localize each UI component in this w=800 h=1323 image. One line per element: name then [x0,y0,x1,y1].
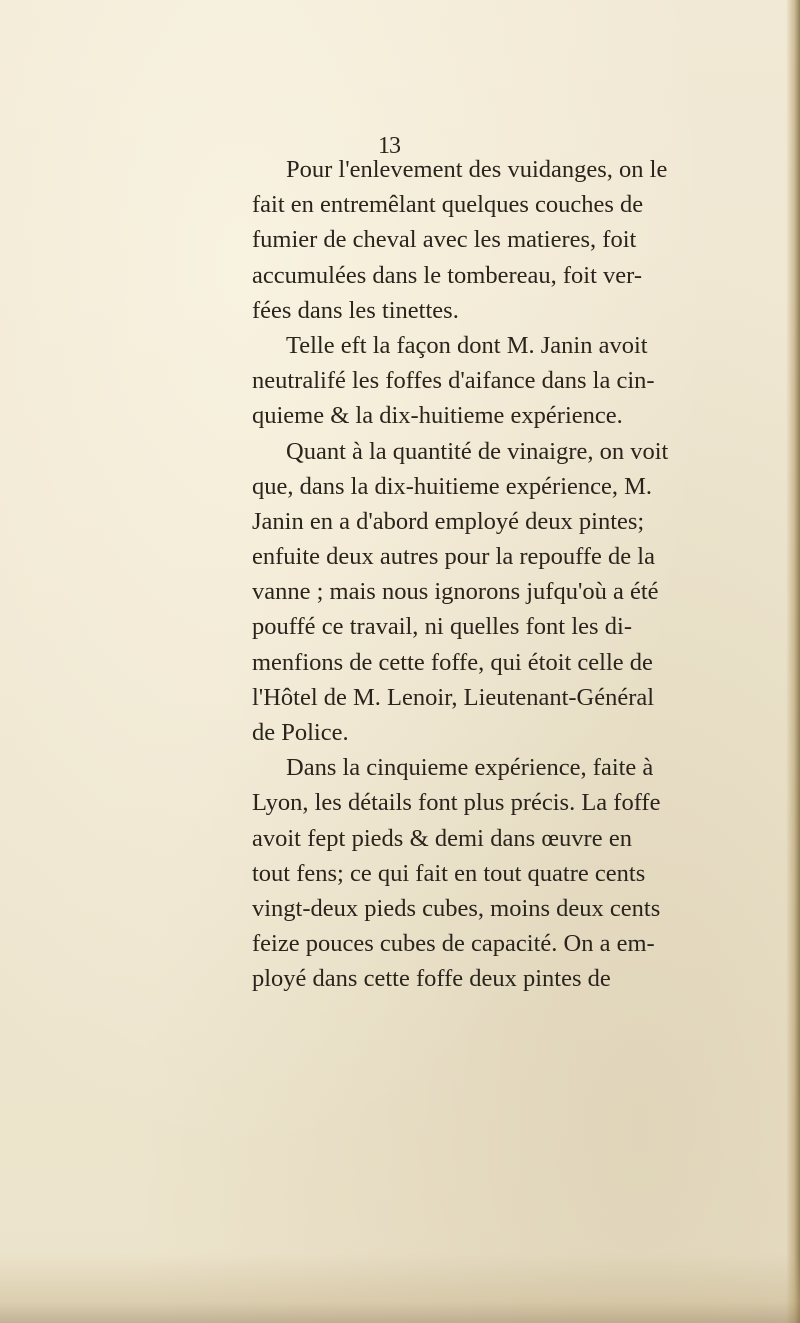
text-line: tout fens; ce qui fait en tout quatre cents [252,859,646,887]
text-line: l'Hôtel de M. Lenoir, Lieutenant-Général [252,683,655,711]
body-text [252,152,669,997]
text-line: de Police. [252,719,349,746]
text-line: enfuite deux autres pour la repouffe de la [252,543,655,571]
page-edge-shadow [786,0,800,1323]
text-line: vingt-deux pieds cubes, moins deux cents [252,894,661,922]
text-line: que, dans la dix-huitieme expérience, M. [252,472,653,500]
text-line: neutralifé les foffes d'aifance dans la cin- [252,367,655,395]
text-line: Dans la cinquieme expérience, faite à [286,754,654,782]
text-line: menfions de cette foffe, qui étoit celle de [252,648,653,676]
text-line: fumier de cheval avec les matieres, foit [252,226,637,254]
text-line: Janin en a d'abord employé deux pintes; [252,507,645,535]
text-line: fait en entremêlant quelques couches de [252,191,644,219]
text-line: feize pouces cubes de capacité. On a em- [252,930,655,958]
text-line: fées dans les tinettes. [252,296,459,324]
text-line: avoit fept pieds & demi dans œuvre en [252,824,632,852]
text-line: Pour l'enlevement des vuidanges, on le [286,156,668,183]
text-line: quieme & la dix-huitieme expérience. [252,402,623,430]
page-number: 13 [378,133,400,159]
text-line: Quant à la quantité de vinaigre, on voit [286,437,669,465]
page-bottom-stain [0,1253,800,1323]
text-line: pouffé ce travail, ni quelles font les di- [252,613,632,641]
text-line: vanne ; mais nous ignorons jufqu'où a été [252,578,659,606]
text-line: Lyon, les détails font plus précis. La foffe [252,789,661,817]
text-line: accumulées dans le tombereau, foit ver- [252,261,642,289]
text-line: ployé dans cette foffe deux pintes de [252,965,611,993]
text-line: Telle eft la façon dont M. Janin avoit [286,331,648,359]
